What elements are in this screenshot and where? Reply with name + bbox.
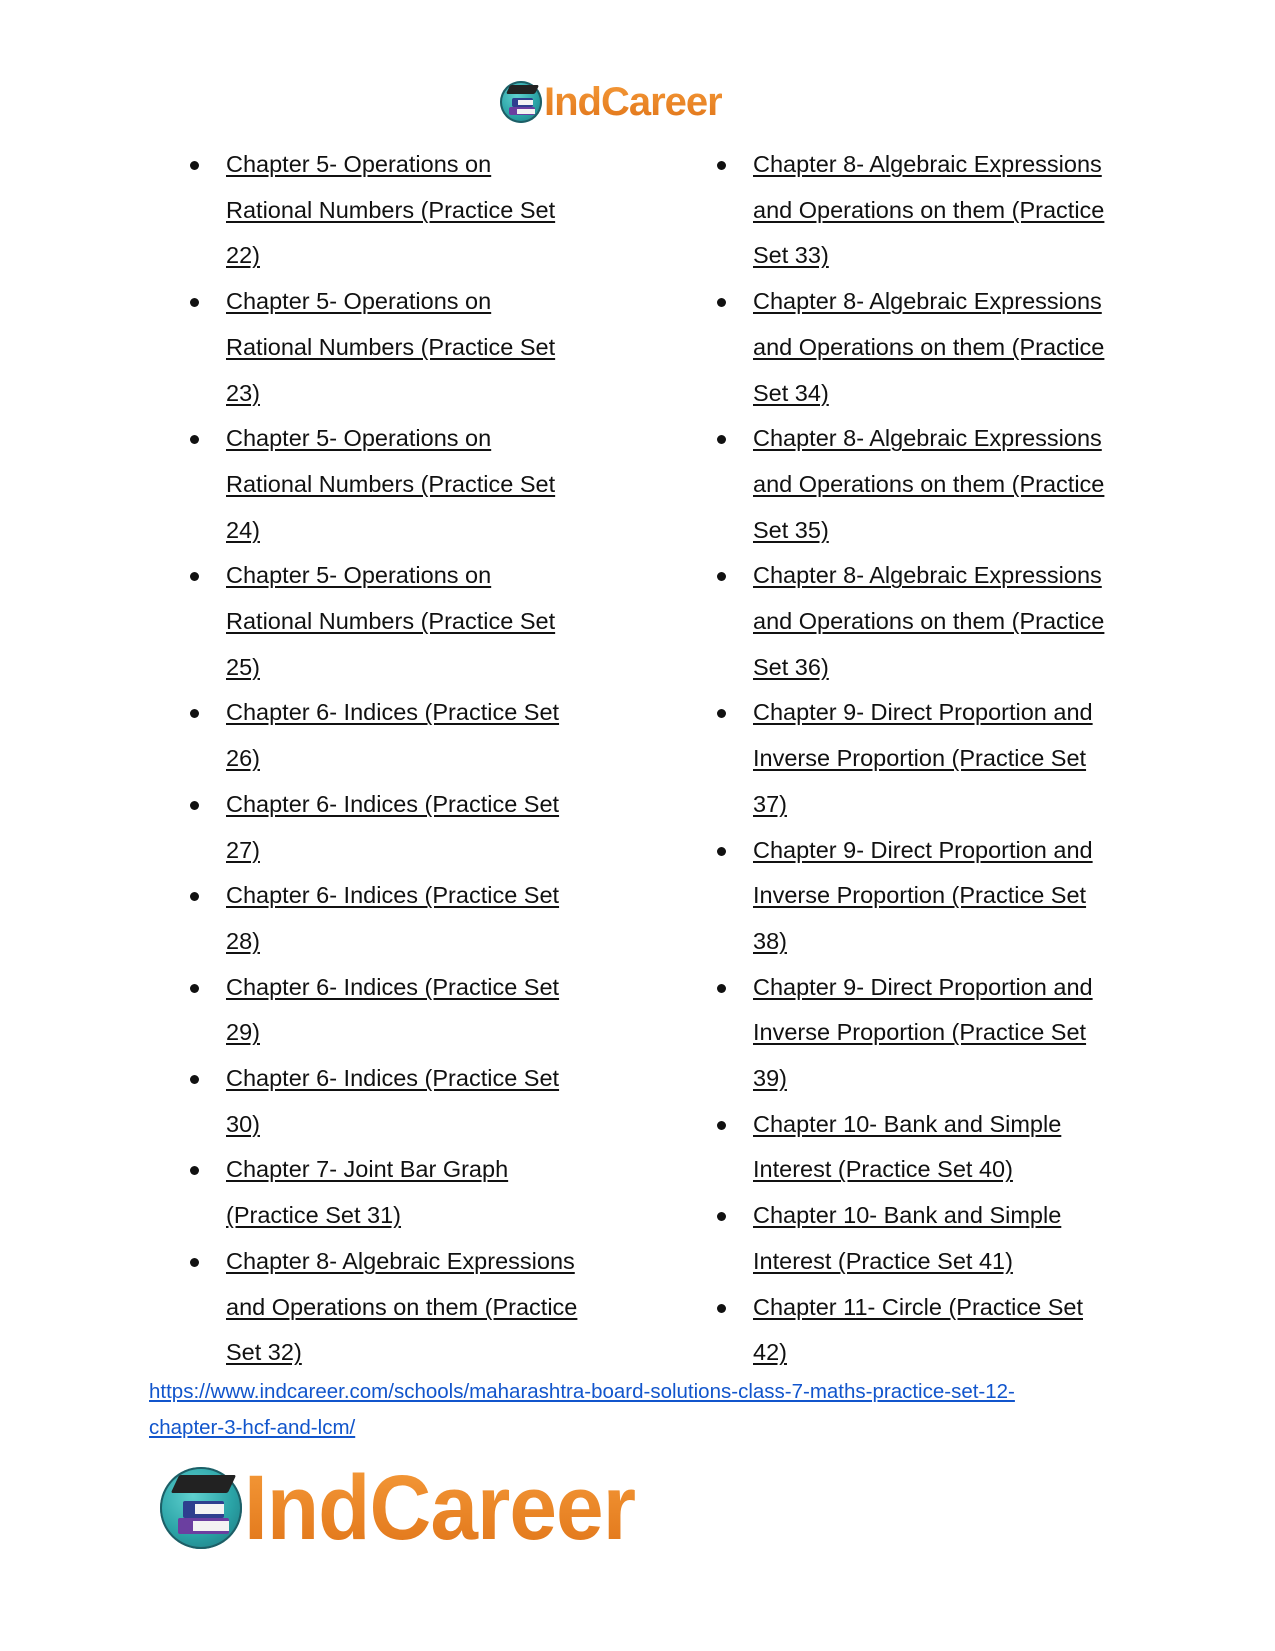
chapter-link-line: Set 36)	[753, 653, 829, 680]
chapter-link-line: Set 33)	[753, 242, 829, 269]
bullet-icon	[717, 161, 726, 170]
chapter-link-line: 27)	[226, 836, 260, 863]
list-item	[713, 1102, 1133, 1193]
list-item	[186, 1147, 606, 1238]
chapter-link[interactable]	[226, 974, 559, 1046]
chapter-link[interactable]	[226, 562, 555, 679]
bullet-icon	[190, 298, 199, 307]
bullet-icon	[190, 801, 199, 810]
list-item	[186, 142, 606, 279]
list-item	[186, 553, 606, 690]
source-url-link[interactable]	[149, 1380, 1015, 1439]
chapter-link-line: Chapter 9- Direct Proportion and	[753, 836, 1093, 863]
chapter-link-line: and Operations on them (Practice	[753, 470, 1105, 497]
chapter-link-line: Interest (Practice Set 40)	[753, 1156, 1013, 1183]
chapter-link-line: Chapter 5- Operations on	[226, 288, 492, 315]
source-url-line2: chapter-3-hcf-and-lcm/	[149, 1416, 356, 1439]
chapter-link-line: Chapter 6- Indices (Practice Set	[226, 699, 560, 726]
chapter-link[interactable]	[753, 1294, 1083, 1366]
bullet-icon	[190, 572, 199, 581]
chapter-link-line: Chapter 11- Circle (Practice Set	[753, 1293, 1083, 1320]
list-item	[713, 690, 1133, 827]
chapter-link[interactable]	[753, 1202, 1061, 1274]
list-item	[186, 1239, 606, 1376]
chapter-link-line: Set 34)	[753, 379, 829, 406]
indcareer-logo-header	[500, 80, 722, 124]
list-item	[713, 1285, 1133, 1376]
chapter-link-line: Chapter 10- Bank and Simple	[753, 1110, 1062, 1137]
chapter-link[interactable]	[753, 151, 1104, 268]
list-item	[713, 142, 1133, 279]
chapter-link-line: 29)	[226, 1019, 260, 1046]
chapter-list-left	[186, 142, 606, 1376]
bullet-icon	[190, 984, 199, 993]
bullet-icon	[190, 1075, 199, 1084]
logo-wordmark: IndCareer	[244, 1457, 636, 1559]
bullet-icon	[717, 847, 726, 856]
chapter-link-line: Rational Numbers (Practice Set	[226, 196, 556, 223]
bullet-icon	[190, 892, 199, 901]
chapter-link-line: Chapter 9- Direct Proportion and	[753, 699, 1093, 726]
chapter-link-line: Chapter 6- Indices (Practice Set	[226, 790, 560, 817]
chapter-link-line: and Operations on them (Practice	[753, 196, 1105, 223]
chapter-link-line: 39)	[753, 1065, 787, 1092]
bullet-icon	[190, 1258, 199, 1267]
logo-wordmark: IndCareer	[544, 80, 722, 124]
chapter-link-line: Chapter 8- Algebraic Expressions	[226, 1247, 575, 1274]
chapter-link-line: Chapter 8- Algebraic Expressions	[753, 151, 1102, 177]
chapter-link-line: Chapter 5- Operations on	[226, 562, 492, 589]
chapter-link-line: and Operations on them (Practice	[226, 1293, 578, 1320]
chapter-link-line: Chapter 8- Algebraic Expressions	[753, 288, 1102, 315]
bullet-icon	[717, 435, 726, 444]
chapter-link[interactable]	[226, 699, 559, 771]
bullet-icon	[717, 572, 726, 581]
chapter-link[interactable]	[226, 151, 555, 268]
graduation-books-icon	[500, 81, 542, 123]
chapter-link-line: Rational Numbers (Practice Set	[226, 608, 556, 635]
list-item	[713, 279, 1133, 416]
bullet-icon	[190, 709, 199, 718]
chapter-link-line: Inverse Proportion (Practice Set	[753, 882, 1087, 909]
chapter-link[interactable]	[226, 1248, 577, 1365]
chapter-link-line: Chapter 5- Operations on	[226, 425, 492, 452]
chapter-link-line: 25)	[226, 653, 260, 680]
chapter-link-line: and Operations on them (Practice	[753, 608, 1105, 635]
chapter-link[interactable]	[753, 837, 1093, 954]
list-item	[713, 416, 1133, 553]
chapter-link[interactable]	[226, 288, 555, 405]
bullet-icon	[717, 709, 726, 718]
chapter-link[interactable]	[226, 1065, 559, 1137]
chapter-link[interactable]	[753, 425, 1104, 542]
chapter-link-line: Chapter 10- Bank and Simple	[753, 1202, 1062, 1229]
chapter-link-line: 42)	[753, 1339, 787, 1366]
chapter-link-line: Chapter 6- Indices (Practice Set	[226, 1065, 560, 1092]
chapter-link-line: Inverse Proportion (Practice Set	[753, 1019, 1087, 1046]
chapter-link[interactable]	[226, 791, 559, 863]
bullet-icon	[717, 1212, 726, 1221]
bullet-icon	[717, 298, 726, 307]
chapter-link-line: 24)	[226, 516, 260, 543]
chapter-link[interactable]	[753, 974, 1093, 1091]
chapter-link-line: Chapter 7- Joint Bar Graph	[226, 1156, 509, 1183]
chapter-link-line: 37)	[753, 790, 787, 817]
bullet-icon	[717, 1304, 726, 1313]
list-item	[186, 690, 606, 781]
indcareer-logo-footer	[160, 1458, 665, 1558]
chapter-link-line: Rational Numbers (Practice Set	[226, 333, 556, 360]
list-item	[186, 416, 606, 553]
chapter-link-line: 28)	[226, 927, 260, 954]
list-item	[186, 1056, 606, 1147]
chapter-link-line: Chapter 6- Indices (Practice Set	[226, 973, 560, 1000]
chapter-link[interactable]	[753, 1111, 1061, 1183]
chapter-link-line: 30)	[226, 1110, 260, 1137]
chapter-link-line: Chapter 9- Direct Proportion and	[753, 973, 1093, 1000]
chapter-link[interactable]	[753, 562, 1104, 679]
graduation-books-icon	[160, 1467, 242, 1549]
chapter-link-line: 22)	[226, 242, 260, 269]
chapter-link-line: Interest (Practice Set 41)	[753, 1247, 1013, 1274]
chapter-link-line: and Operations on them (Practice	[753, 333, 1105, 360]
list-item	[713, 828, 1133, 965]
chapter-link-line: Set 32)	[226, 1339, 302, 1366]
chapter-link-line: Rational Numbers (Practice Set	[226, 470, 556, 497]
chapter-link-line: 26)	[226, 745, 260, 772]
bullet-icon	[190, 435, 199, 444]
chapter-link[interactable]	[226, 425, 555, 542]
chapter-link-line: Chapter 5- Operations on	[226, 151, 492, 177]
list-item	[713, 965, 1133, 1102]
chapter-link-line: Chapter 8- Algebraic Expressions	[753, 562, 1102, 589]
chapter-list-right	[713, 142, 1133, 1376]
chapter-link[interactable]	[753, 699, 1093, 816]
chapter-link-line: (Practice Set 31)	[226, 1202, 402, 1229]
bullet-icon	[717, 1121, 726, 1130]
source-url	[149, 1374, 1149, 1446]
chapter-link-line: 38)	[753, 927, 787, 954]
chapter-link[interactable]	[226, 882, 559, 954]
list-item	[186, 782, 606, 873]
bullet-icon	[190, 161, 199, 170]
chapter-link-line: Set 35)	[753, 516, 829, 543]
list-item	[186, 279, 606, 416]
bullet-icon	[717, 984, 726, 993]
list-item	[186, 873, 606, 964]
chapter-link-line: Chapter 8- Algebraic Expressions	[753, 425, 1102, 452]
chapter-link[interactable]	[753, 288, 1104, 405]
list-item	[713, 553, 1133, 690]
source-url-line1: https://www.indcareer.com/schools/maharashtra-board-solutions-class-7-maths-practice-set-12-	[149, 1380, 1015, 1403]
chapter-link-line: Chapter 6- Indices (Practice Set	[226, 882, 560, 909]
chapter-link-line: Inverse Proportion (Practice Set	[753, 745, 1087, 772]
chapter-link[interactable]	[226, 1156, 508, 1228]
bullet-icon	[190, 1166, 199, 1175]
list-item	[186, 965, 606, 1056]
chapter-link-line: 23)	[226, 379, 260, 406]
list-item	[713, 1193, 1133, 1284]
